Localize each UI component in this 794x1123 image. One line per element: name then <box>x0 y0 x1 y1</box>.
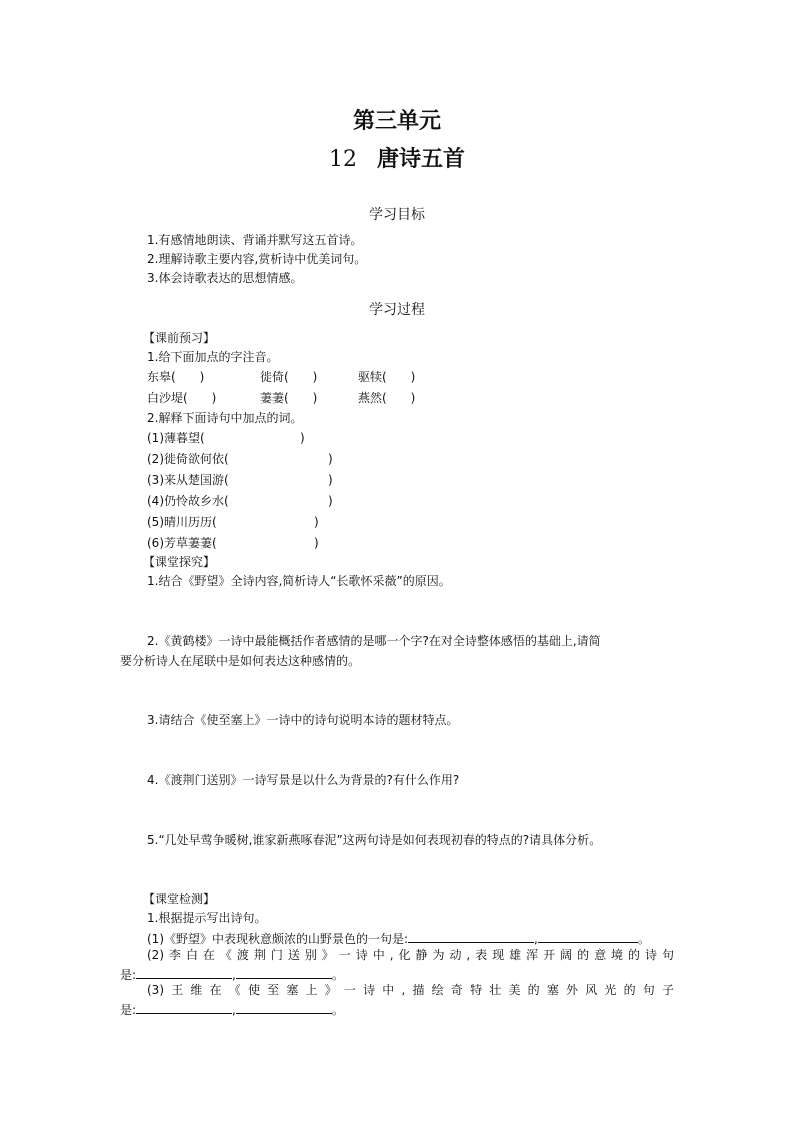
objective-item: 1.有感情地朗读、背诵并默写这五首诗。 <box>147 233 363 247</box>
answer-blank[interactable] <box>236 966 332 979</box>
pinyin-item: 徙倚( ) <box>260 370 318 384</box>
explain-close: ) <box>314 515 319 529</box>
explore-label: 【课堂探究】 <box>143 555 216 569</box>
explain-item: (3)来从楚国游( <box>147 473 229 487</box>
period: 。 <box>331 1003 344 1017</box>
explore-question-5: 5.“几处早莺争暖树,谁家新燕啄春泥”这两句诗是如何表现初春的特点的?请具体分析。 <box>147 833 602 847</box>
check-sub-3: (3)王维在《使至塞上》一诗中,描绘奇特壮美的塞外风光的句子 <box>147 983 674 997</box>
explain-close: ) <box>314 536 319 550</box>
answer-blank[interactable] <box>538 930 638 943</box>
explore-question-1: 1.结合《野望》全诗内容,简析诗人“长歌怀采薇”的原因。 <box>147 574 451 588</box>
period: 。 <box>637 932 650 946</box>
explain-close: ) <box>300 431 305 445</box>
answer-blank[interactable] <box>136 966 232 979</box>
lesson-name: 唐诗五首 <box>376 147 465 172</box>
answer-blank[interactable] <box>236 1001 332 1014</box>
period: 。 <box>331 968 344 982</box>
preview-question-1: 1.给下面加点的字注音。 <box>147 350 279 364</box>
preview-label: 【课前预习】 <box>143 331 216 345</box>
pinyin-item: 燕然( ) <box>358 391 416 405</box>
check-sub-1 <box>147 930 650 947</box>
check-sub-1-text: (1)《野望》中表现秋意颇浓的山野景色的一句是: <box>147 932 409 946</box>
explain-item: (4)仍怜故乡水( <box>147 494 229 508</box>
answer-blank[interactable] <box>408 930 534 943</box>
explain-close: ) <box>328 452 333 466</box>
unit-title: 第三单元 <box>352 109 441 134</box>
lesson-title <box>0 142 794 173</box>
objectives-heading: 学习目标 <box>369 207 425 223</box>
objective-item: 3.体会诗歌表达的思想情感。 <box>147 271 303 285</box>
check-sub-2: (2)李白在《渡荆门送别》一诗中,化静为动,表现雄浑开阔的意境的诗句 <box>147 948 674 962</box>
explore-question-4: 4.《渡荆门送别》一诗写景是以什么为背景的?有什么作用? <box>147 773 460 787</box>
explain-item: (2)徙倚欲何依( <box>147 452 229 466</box>
explain-close: ) <box>328 473 333 487</box>
check-sub-3-prefix: 是: <box>120 1003 137 1017</box>
comma: , <box>232 968 236 982</box>
explain-item: (5)晴川历历( <box>147 515 217 529</box>
explore-question-2-cont: 要分析诗人在尾联中是如何表达这种感情的。 <box>120 654 361 668</box>
explore-question-3: 3.请结合《使至塞上》一诗中的诗句说明本诗的题材特点。 <box>147 713 459 727</box>
preview-question-2: 2.解释下面诗句中加点的词。 <box>147 411 303 425</box>
answer-blank[interactable] <box>136 1001 232 1014</box>
explore-question-2: 2.《黄鹤楼》一诗中最能概括作者感情的是哪一个字?在对全诗整体感悟的基础上,请简 <box>147 634 601 648</box>
pinyin-item: 东皋( ) <box>147 370 205 384</box>
process-heading: 学习过程 <box>369 302 425 318</box>
pinyin-item: 萋萋( ) <box>260 391 318 405</box>
pinyin-item: 驱犊( ) <box>358 370 416 384</box>
lesson-number: 12 <box>328 147 357 172</box>
check-sub-3-answer <box>120 1001 344 1018</box>
explain-item: (1)薄暮望( <box>147 431 205 445</box>
check-sub-2-prefix: 是: <box>120 968 137 982</box>
check-sub-2-answer <box>120 966 344 983</box>
explain-item: (6)芳草萋萋( <box>147 536 217 550</box>
objective-item: 2.理解诗歌主要内容,赏析诗中优美词句。 <box>147 252 367 266</box>
explain-close: ) <box>328 494 333 508</box>
comma: , <box>534 932 538 946</box>
pinyin-item: 白沙堤( ) <box>147 391 217 405</box>
check-question-1: 1.根据提示写出诗句。 <box>147 911 267 925</box>
check-label: 【课堂检测】 <box>143 892 216 906</box>
comma: , <box>232 1003 236 1017</box>
